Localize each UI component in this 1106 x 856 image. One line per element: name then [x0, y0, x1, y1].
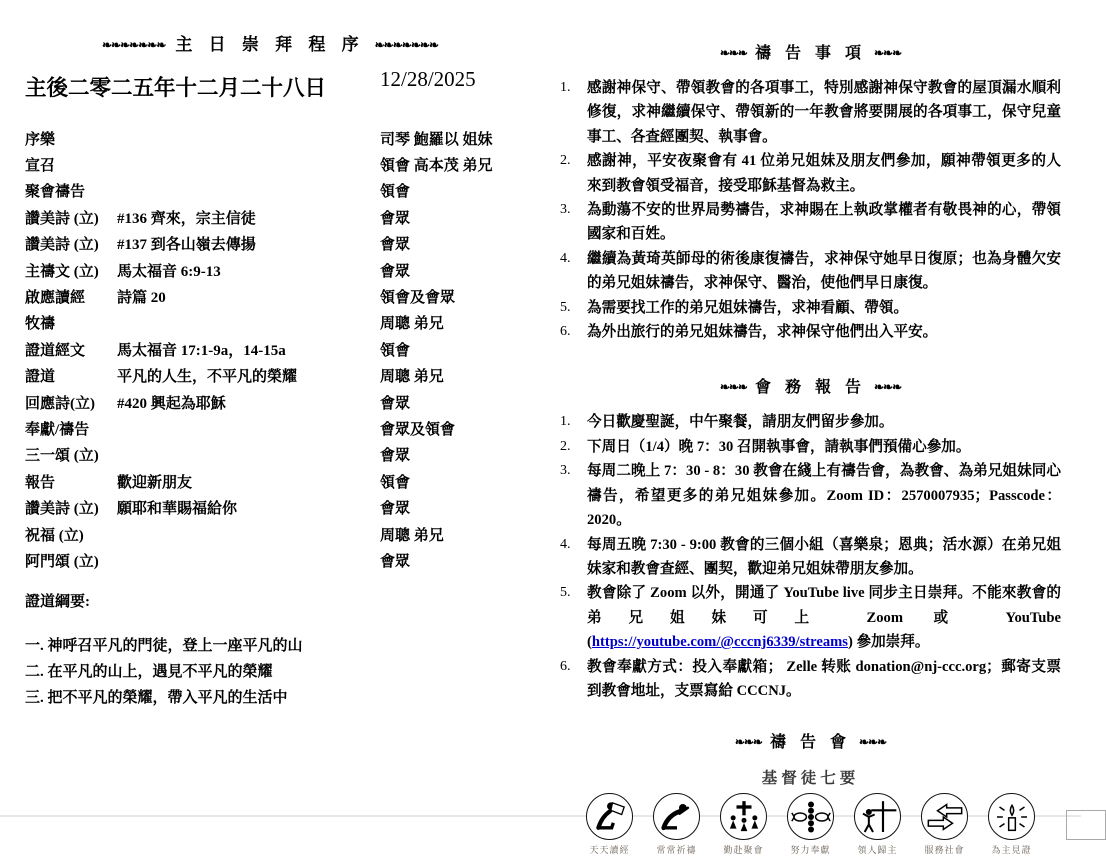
program-row — [25, 204, 540, 230]
program-row — [25, 151, 540, 177]
item-number: 1. — [560, 80, 571, 95]
program-item-label: 祝福 (立) — [25, 527, 84, 544]
announcements-section — [540, 0, 1081, 856]
program-item-detail: #137 到各山嶺去傳揚 — [117, 237, 256, 254]
item-number: 4. — [560, 536, 571, 552]
program-row — [25, 283, 540, 309]
essential-label: 努力奉獻 — [790, 845, 831, 856]
list-item — [560, 435, 1061, 459]
item-text: 感謝神保守、帶領教會的各項事工，特別感謝神保守教會的屋頂漏水順利修復，求神繼續保守、帶領新的一年教會將要開展的各項事工，保守兒童事工、各查經團契、執事會。 — [587, 80, 1061, 145]
program-item-detail: 願耶和華賜福給你 — [117, 501, 238, 518]
program-row — [25, 521, 540, 547]
item-text: 感謝神，平安夜聚會有 41 位弟兄姐妹及朋友們參加，願神帶領更多的人來到教會領受福音，接受耶穌基督為救主。 — [587, 153, 1061, 194]
witness-icon — [988, 793, 1035, 840]
essential-label: 勤赴聚會 — [723, 845, 764, 856]
program-item-label: 證道 — [25, 369, 56, 386]
item-text-post: ) 參加崇拜。 — [847, 634, 930, 651]
program-item-role: 周聰 弟兄 — [380, 316, 444, 333]
evangelism-icon — [854, 793, 901, 840]
meeting-icon — [720, 793, 767, 840]
program-item-label: 奉獻/禱告 — [25, 421, 90, 438]
program-item-detail: 歡迎新朋友 — [117, 474, 193, 491]
essential-label: 常常祈禱 — [656, 845, 697, 856]
program-row — [25, 178, 540, 204]
program-item-label: 三一頌 (立) — [25, 448, 99, 465]
page-title-row — [0, 30, 540, 55]
program-row — [25, 257, 540, 283]
program-item-label: 回應詩(立) — [25, 395, 95, 412]
list-item — [560, 533, 1061, 582]
page-title: 主 日 崇 拜 程 序 — [175, 35, 365, 54]
essential-label: 為主見證 — [991, 845, 1032, 856]
corner-box — [1066, 810, 1106, 840]
floral-decor-icon: ❧❧❧ — [719, 380, 747, 395]
sermon-outline-point: 三. 把不平凡的榮耀，帶入平凡的生活中 — [25, 689, 288, 706]
item-text: 教會奉獻方式：投入奉獻箱； Zelle 转账 donation@nj-ccc.org；郵寄支票到教會地址，支票寫給 CCCNJ。 — [587, 658, 1061, 699]
program-item-role: 會眾 — [380, 263, 411, 280]
item-text: 為需要找工作的弟兄姐妹禱告，求神看顧、帶領。 — [587, 299, 909, 316]
program-item-detail: #420 興起為耶穌 — [117, 395, 226, 412]
program-item-role: 會眾 — [380, 448, 411, 465]
program-item-label: 牧禱 — [25, 316, 56, 333]
item-number: 3. — [560, 463, 571, 479]
floral-decor-icon: ❧❧❧ — [874, 380, 902, 395]
worship-order-section — [0, 0, 540, 817]
program-item-role: 會眾 — [380, 237, 411, 254]
list-item — [560, 296, 1061, 320]
program-item-detail: 馬太福音 6:9-13 — [117, 263, 221, 280]
program-item-role: 領會 — [380, 474, 411, 491]
program-item-label: 讚美詩 (立) — [25, 501, 99, 518]
essential-item — [913, 793, 977, 856]
church-report-heading — [540, 374, 1081, 397]
program-item-role: 會眾 — [380, 501, 411, 518]
prayer-meeting-title: 禱 告 會 — [769, 734, 851, 752]
program-row — [25, 389, 540, 415]
list-item — [560, 655, 1061, 704]
program-item-role: 會眾 — [380, 395, 411, 412]
sermon-outline — [25, 590, 540, 711]
reading-icon — [586, 793, 633, 840]
item-number: 6. — [560, 324, 571, 340]
item-text: 每周五晚 7:30 - 9:00 教會的三個小組（喜樂泉；恩典；活水源）在弟兄姐妹家和教會查經、團契，歡迎弟兄姐妹帶朋友參加。 — [587, 536, 1061, 577]
item-number: 3. — [560, 202, 571, 218]
essential-item — [578, 793, 642, 856]
program-item-role: 周聰 弟兄 — [380, 369, 444, 386]
essential-item — [779, 793, 843, 856]
list-item — [560, 581, 1061, 654]
date-english: 12/28/2025 — [380, 67, 476, 91]
church-report-list — [560, 410, 1061, 703]
prayer-items-list — [560, 76, 1061, 344]
program-row — [25, 231, 540, 257]
program-item-detail: #136 齊來，宗主信徒 — [117, 210, 256, 227]
sermon-outline-point: 一. 神呼召平凡的門徒，登上一座平凡的山 — [25, 637, 303, 654]
program-item-label: 宣召 — [25, 158, 56, 175]
seven-essentials-title: 基督徒七要 — [761, 770, 860, 788]
item-text: 為外出旅行的弟兄姐妹禱告，求神保守他們出入平安。 — [587, 324, 938, 341]
program-item-label: 證道經文 — [25, 342, 86, 359]
program-item-label: 阿門頌 (立) — [25, 553, 99, 570]
floral-decor-icon: ❧❧❧ — [859, 735, 887, 750]
item-number: 4. — [560, 250, 571, 266]
program-item-role: 領會及會眾 — [380, 290, 456, 307]
list-item — [560, 459, 1061, 532]
floral-decor-icon: ❧❧❧ — [734, 735, 762, 750]
essential-item — [712, 793, 776, 856]
item-text: 下周日（1/4）晚 7：30 召開執事會，請執事們預備心參加。 — [587, 438, 971, 455]
list-item — [560, 247, 1061, 296]
prayer-meeting-heading — [540, 729, 1081, 752]
service-icon — [921, 793, 968, 840]
item-text-pre: 教會除了 Zoom 以外，開通了 YouTube live 同步主日崇拜。不能來教會的弟兄姐妹可上 Zoom 或 YouTube ( — [587, 585, 1061, 651]
youtube-stream-link[interactable]: https://youtube.com/@cccnj6339/streams — [591, 634, 848, 651]
list-item — [560, 76, 1061, 149]
program-item-role: 領會 — [380, 184, 411, 201]
list-item — [560, 320, 1061, 344]
program-row — [25, 125, 540, 151]
program-item-role: 領會 高本茂 弟兄 — [380, 158, 493, 175]
program-row — [25, 494, 540, 520]
program-item-label: 聚會禱告 — [25, 184, 86, 201]
church-report-title: 會 務 報 告 — [754, 379, 866, 397]
program-row — [25, 415, 540, 441]
program-row — [25, 468, 540, 494]
floral-decor-icon: ❧❧❧❧❧❧❧ — [374, 38, 439, 52]
date-row — [0, 67, 540, 103]
floral-decor-icon: ❧❧❧ — [719, 46, 747, 60]
list-item — [560, 149, 1061, 198]
program-item-detail: 詩篇 20 — [117, 290, 166, 307]
program-item-detail: 平凡的人生，不平凡的榮耀 — [117, 369, 298, 386]
sermon-outline-heading: 證道綱要: — [25, 593, 90, 610]
item-text: 今日歡慶聖誕，中午聚餐，請朋友們留步參加。 — [587, 414, 894, 431]
list-item — [560, 410, 1061, 434]
item-number: 2. — [560, 438, 571, 454]
program-item-label: 序樂 — [25, 131, 56, 148]
essential-item — [645, 793, 709, 856]
program-item-role: 領會 — [380, 342, 411, 359]
program-item-role: 周聰 弟兄 — [380, 527, 444, 544]
program-item-role: 會眾 — [380, 553, 411, 570]
item-text: 為動蕩不安的世界局勢禱告，求神賜在上執政掌權者有敬畏神的心，帶領國家和百姓。 — [587, 202, 1061, 243]
program-row — [25, 547, 540, 573]
item-number: 6. — [560, 658, 571, 674]
program-row — [25, 336, 540, 362]
item-text — [587, 581, 1061, 654]
program-item-role: 會眾 — [380, 210, 411, 227]
item-number: 5. — [560, 585, 571, 601]
essential-label: 服務社會 — [924, 845, 965, 856]
offering-icon — [787, 793, 834, 840]
list-item — [560, 198, 1061, 247]
prayer-items-heading — [540, 40, 1081, 63]
program-item-role: 司琴 鮑羅以 姐妹 — [380, 131, 493, 148]
seven-essentials-icons — [540, 793, 1081, 856]
item-number: 2. — [560, 153, 571, 169]
floral-decor-icon: ❧❧❧❧❧❧❧ — [101, 38, 166, 52]
program-row — [25, 442, 540, 468]
program-item-label: 啟應讀經 — [25, 290, 86, 307]
item-number: 5. — [560, 299, 571, 315]
program-row — [25, 363, 540, 389]
essential-label: 領人歸主 — [857, 845, 898, 856]
sermon-outline-point: 二. 在平凡的山上，遇見不平凡的榮耀 — [25, 663, 273, 680]
essential-item — [980, 793, 1044, 856]
praying-icon — [653, 793, 700, 840]
item-text: 繼續為黃琦英師母的術後康復禱告，求神保守她早日復原；也為身體欠安的弟兄姐妹禱告，求神保守、醫治，使他們早日康復。 — [587, 250, 1061, 292]
item-number: 1. — [560, 414, 571, 430]
essential-label: 天天讀經 — [589, 845, 630, 856]
essential-item — [846, 793, 910, 856]
program-table — [25, 125, 540, 574]
program-item-label: 主禱文 (立) — [25, 263, 99, 280]
date-chinese: 主後二零二五年十二月二十八日 — [25, 76, 327, 100]
program-row — [25, 310, 540, 336]
prayer-items-title: 禱 告 事 項 — [754, 45, 866, 62]
item-text: 每周二晚上 7：30 - 8：30 教會在綫上有禱告會，為教會、為弟兄姐妹同心禱告，希望更多的弟兄姐妹參加。Zoom ID：2570007935；Passcode：2020。 — [587, 463, 1061, 529]
floral-decor-icon: ❧❧❧ — [874, 46, 902, 60]
program-item-label: 報告 — [25, 474, 56, 491]
program-item-detail: 馬太福音 17:1-9a，14-15a — [117, 342, 286, 359]
program-item-role: 會眾及領會 — [380, 421, 456, 438]
program-item-label: 讚美詩 (立) — [25, 210, 99, 227]
program-item-label: 讚美詩 (立) — [25, 237, 99, 254]
